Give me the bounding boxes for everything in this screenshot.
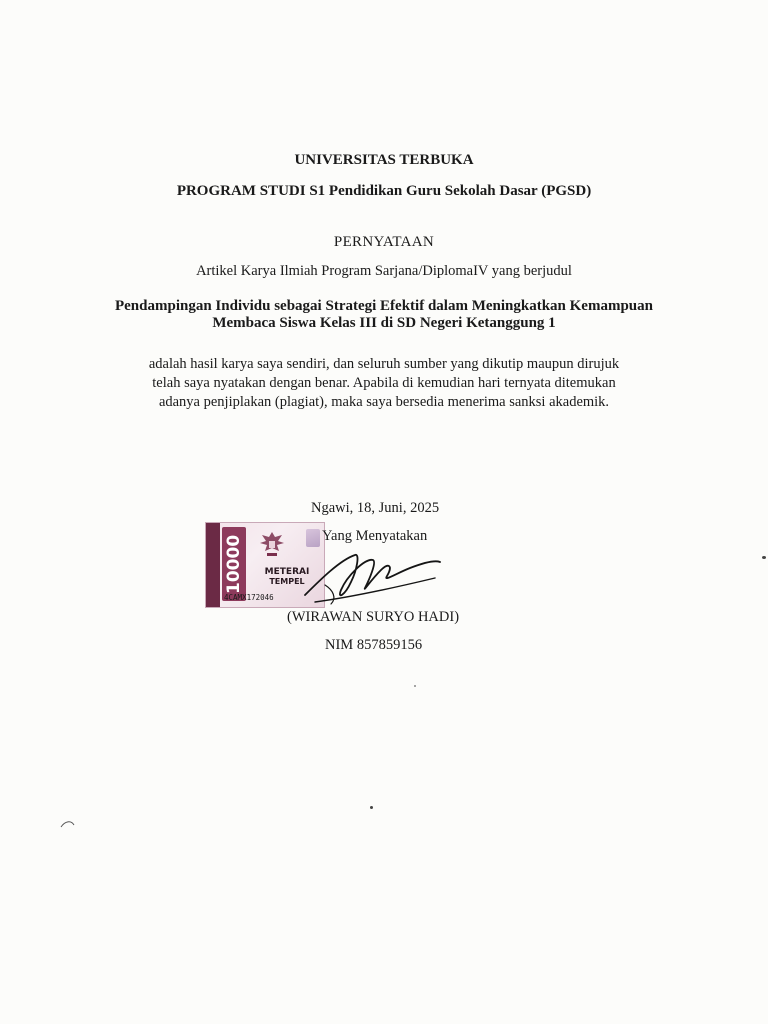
garuda-emblem-icon: [258, 529, 286, 559]
statement-intro: Artikel Karya Ilmiah Program Sarjana/DiplomaIV yang berjudul: [196, 263, 572, 279]
handwritten-signature: [285, 540, 445, 610]
declarant-nim: NIM 857859156: [325, 637, 423, 653]
place-date: Ngawi, 18, Juni, 2025: [311, 500, 440, 516]
university-name: UNIVERSITAS TERBUKA: [294, 152, 474, 168]
statement-title: PERNYATAAN: [333, 234, 435, 250]
article-title-line-1: Pendampingan Individu sebagai Strategi Efektif dalam Meningkatkan Kemampuan: [114, 298, 653, 314]
scan-mark: [60, 818, 78, 832]
stamp-band: [206, 523, 220, 607]
stamp-label-tempel: TEMPEL: [269, 577, 305, 586]
scan-speck: [414, 685, 416, 687]
stamp-value: 10000: [224, 534, 244, 594]
declarant-label: Yang Menyatakan: [322, 528, 428, 544]
stamp-label-meterai: METERAI: [264, 567, 310, 577]
article-title-line-2: Membaca Siswa Kelas III di SD Negeri Ketanggung 1: [212, 315, 556, 331]
program-name: PROGRAM STUDI S1 Pendidikan Guru Sekolah Dasar (PGSD): [176, 183, 592, 199]
stamp-serial: 4CAMX172046: [224, 593, 274, 602]
scan-speck: [762, 556, 766, 559]
scan-speck: [370, 806, 373, 809]
declarant-name: (WIRAWAN SURYO HADI): [287, 609, 460, 625]
statement-body-line-2: telah saya nyatakan dengan benar. Apabila di kemudian hari ternyata ditemukan: [152, 375, 616, 391]
statement-body-line-3: adanya penjiplakan (plagiat), maka saya bersedia menerima sanksi akademik.: [158, 394, 610, 410]
statement-body-line-1: adalah hasil karya saya sendiri, dan seluruh sumber yang dikutip maupun dirujuk: [148, 356, 620, 372]
